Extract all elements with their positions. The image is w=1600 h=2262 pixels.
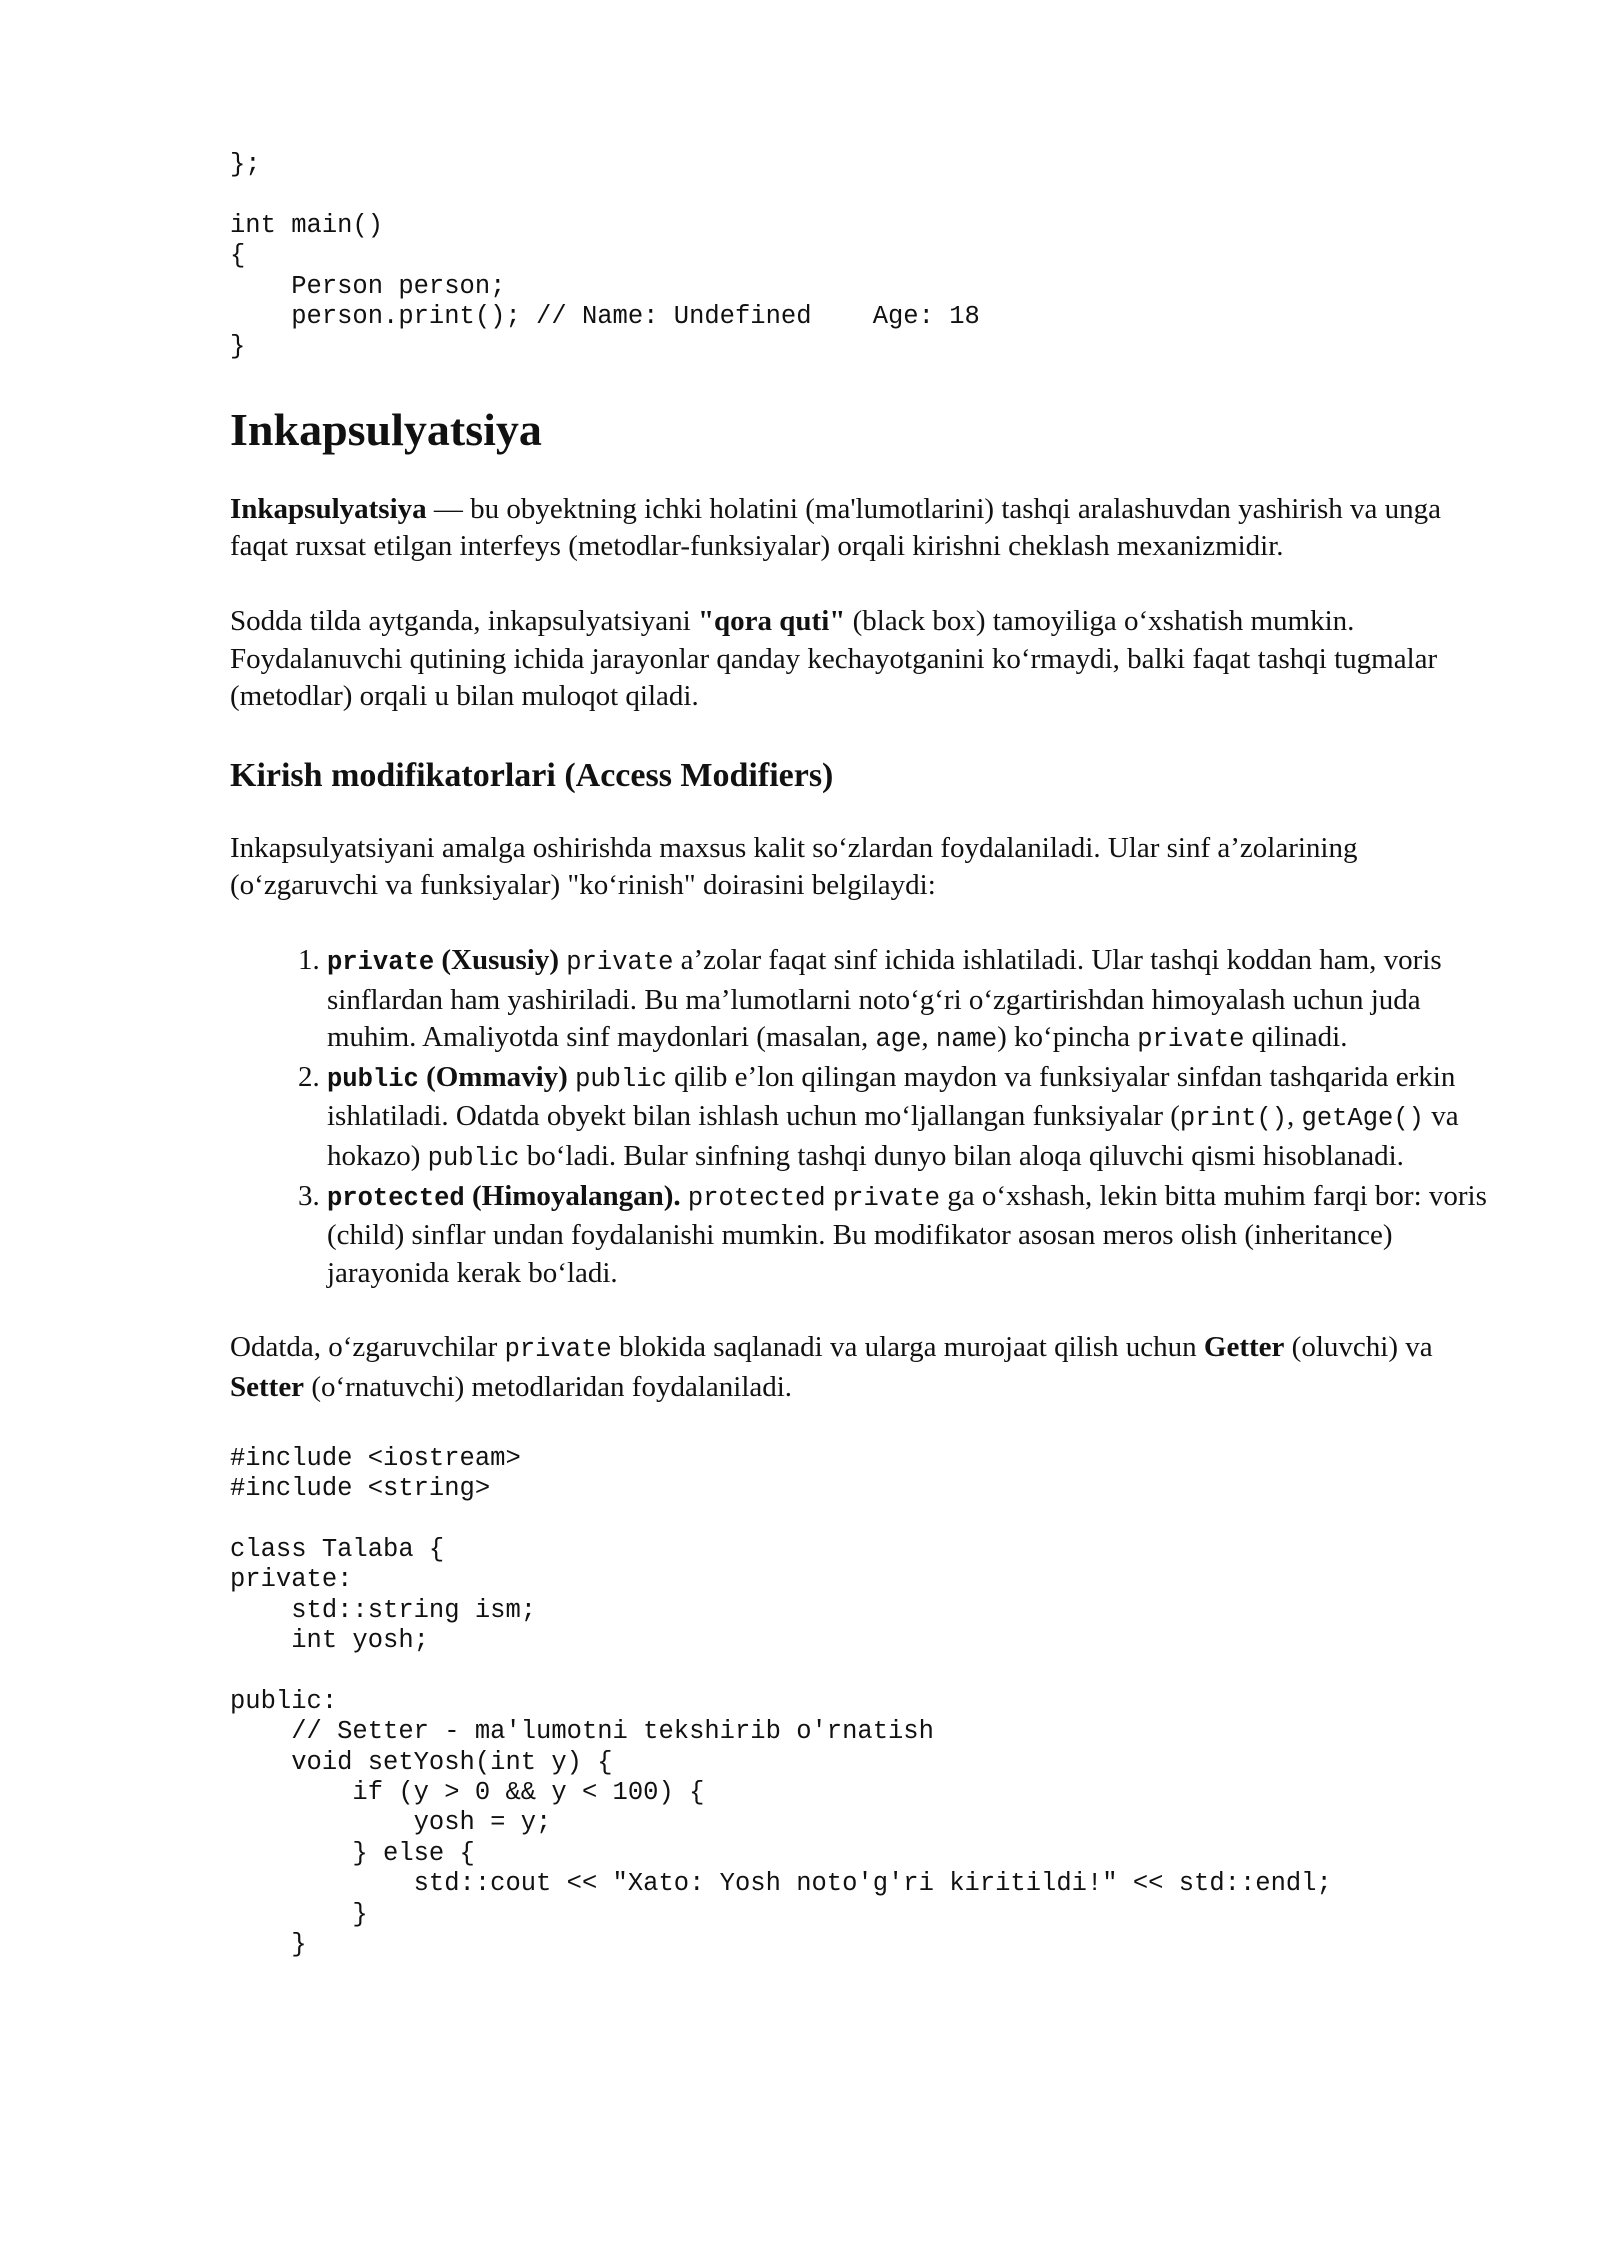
- modifier-text: boʻladi. Bular sinfning tashqi dunyo bilan aloqa qiluvchi qismi hisoblanadi.: [519, 1139, 1404, 1172]
- modifier-label: (Ommaviy): [418, 1060, 568, 1093]
- modifier-keyword: protected: [327, 1183, 465, 1213]
- code-block-talaba: [230, 1444, 1500, 1961]
- code-line: // Setter - ma'lumotni tekshirib o'rnatish: [291, 1717, 934, 1747]
- modifier-text: va hokazo): [327, 1100, 1459, 1172]
- modifier-text: a’zolar faqat sinf ichida ishlatiladi. Ular tashqi koddan ham, voris sinflardan ham yashiriladi. Bu ma’lumotlarni notoʻgʻri oʻzgartirishdan himoyalash uchun juda muhim. Amaliyotda sinf maydonlari (masalan,: [327, 944, 1442, 1054]
- inline-code: private: [1137, 1025, 1245, 1055]
- code-line: };: [230, 150, 261, 179]
- modifier-title: [327, 1061, 568, 1093]
- code-line: class Talaba {: [230, 1534, 445, 1564]
- code-line: public:: [230, 1686, 338, 1716]
- modifier-text: ,: [921, 1021, 936, 1054]
- code-line: std::cout << "Xato: Yosh noto'g'ri kiritildi!" << std::endl;: [413, 1869, 1332, 1899]
- code-line: } else {: [352, 1838, 475, 1868]
- code-line: std::string ism;: [291, 1595, 537, 1625]
- code-line: yosh = y;: [413, 1808, 552, 1838]
- black-box-term: "qora quti": [697, 605, 846, 638]
- inline-code: public: [427, 1143, 520, 1173]
- getter-setter-text-2: blokida saqlanadi va ularga murojaat qilish uchun: [611, 1331, 1204, 1364]
- inline-code: name: [935, 1025, 998, 1055]
- code-line: void setYosh(int y) {: [291, 1747, 613, 1777]
- getter-setter-text-4: (oʻrnatuvchi) metodlaridan foydalaniladi.: [304, 1370, 793, 1403]
- getter-setter-text-1: Odatda, oʻzgaruvchilar: [230, 1331, 505, 1364]
- document-page: [230, 150, 1500, 1960]
- modifier-text: [826, 1180, 833, 1212]
- term-inkapsulyatsiya: Inkapsulyatsiya: [230, 492, 427, 525]
- code-line: }: [230, 1930, 307, 1960]
- inline-code: private: [832, 1183, 940, 1213]
- modifier-label: (Himoyalangan).: [464, 1179, 681, 1212]
- modifier-text: ,: [1287, 1100, 1302, 1133]
- black-box-text-after: (black box) tamoyiliga oʻxshatish mumkin. Foydalanuvchi qutining ichida jarayonlar qanday kechayotganini koʻrmaydi, balki faqat tashqi tugmalar (metodlar) orqali u bilan muloqot qiladi.: [230, 605, 1438, 713]
- code-block-top: [230, 150, 1500, 363]
- code-line: if (y > 0 && y < 100) {: [352, 1778, 705, 1807]
- code-line: int yosh;: [291, 1625, 429, 1655]
- modifier-text: ga oʻxshash, lekin bitta muhim farqi bor: voris (child) sinflar undan foydalanishi mumkin. Bu modifikator asosan meros olish (inheritance) jarayonida kerak boʻladi.: [327, 1179, 1487, 1289]
- code-line: person.print(); // Name: Undefined Age: 18: [291, 302, 980, 332]
- paragraph-getter-setter: [230, 1329, 1500, 1406]
- modifier-item-public: [327, 1059, 1500, 1178]
- inline-code: public: [575, 1064, 667, 1094]
- term-setter: Setter: [230, 1370, 305, 1403]
- code-line: int main(): [230, 210, 384, 240]
- inline-code: age: [875, 1025, 922, 1055]
- modifier-title: [327, 944, 559, 976]
- term-getter: Getter: [1203, 1331, 1285, 1364]
- modifier-title: [327, 1180, 681, 1212]
- modifier-item-private: [327, 942, 1500, 1059]
- modifier-keyword: private: [327, 948, 435, 977]
- modifier-text: qilib e’lon qilingan maydon va funksiyalar sinfdan tashqarida erkin ishlatiladi. Odatda obyekt bilan ishlash uchun moʻljallangan funksiyalar (: [327, 1060, 1456, 1133]
- modifier-label: (Xususiy): [434, 944, 560, 976]
- paragraph-definition: [230, 491, 1500, 566]
- inline-code: private: [566, 948, 674, 977]
- paragraph-modifiers-intro: Inkapsulyatsiyani amalga oshirishda maxsus kalit soʻzlardan foydalaniladi. Ular sinf a’zolarining (oʻzgaruvchi va funksiyalar) "koʻrinish" doirasini belgilaydi:: [230, 831, 1358, 902]
- code-line: private:: [230, 1565, 353, 1595]
- code-line: Person person;: [291, 271, 506, 301]
- inline-code: getAge(): [1301, 1104, 1424, 1134]
- black-box-text-before: Sodda tilda aytganda, inkapsulyatsiyani: [230, 605, 698, 638]
- code-line: }: [352, 1899, 368, 1929]
- modifier-item-protected: [327, 1178, 1500, 1293]
- modifier-text: qilinadi.: [1244, 1021, 1348, 1054]
- modifier-text: ) koʻpincha: [997, 1021, 1138, 1054]
- heading-access-modifiers: Kirish modifikatorlari (Access Modifiers): [230, 756, 834, 794]
- inline-code-private: private: [504, 1335, 612, 1365]
- code-line: #include <string>: [230, 1473, 491, 1503]
- heading-inkapsulyatsiya: Inkapsulyatsiya: [230, 403, 542, 455]
- paragraph-black-box: [230, 603, 1500, 716]
- code-line: }: [230, 332, 246, 362]
- code-line: {: [230, 241, 246, 271]
- definition-text: — bu obyektning ichki holatini (ma'lumotlarini) tashqi aralashuvdan yashirish va unga faqat ruxsat etilgan interfeys (metodlar-funksiyalar) orqali kirishni cheklash mexanizmidir.: [230, 492, 1442, 563]
- getter-setter-text-3: (oluvchi) va: [1284, 1331, 1433, 1364]
- modifier-keyword: public: [327, 1064, 419, 1094]
- modifiers-list: [230, 942, 1500, 1292]
- inline-code: print(): [1179, 1104, 1288, 1134]
- code-line: #include <iostream>: [230, 1443, 521, 1473]
- inline-code: protected: [687, 1183, 826, 1213]
